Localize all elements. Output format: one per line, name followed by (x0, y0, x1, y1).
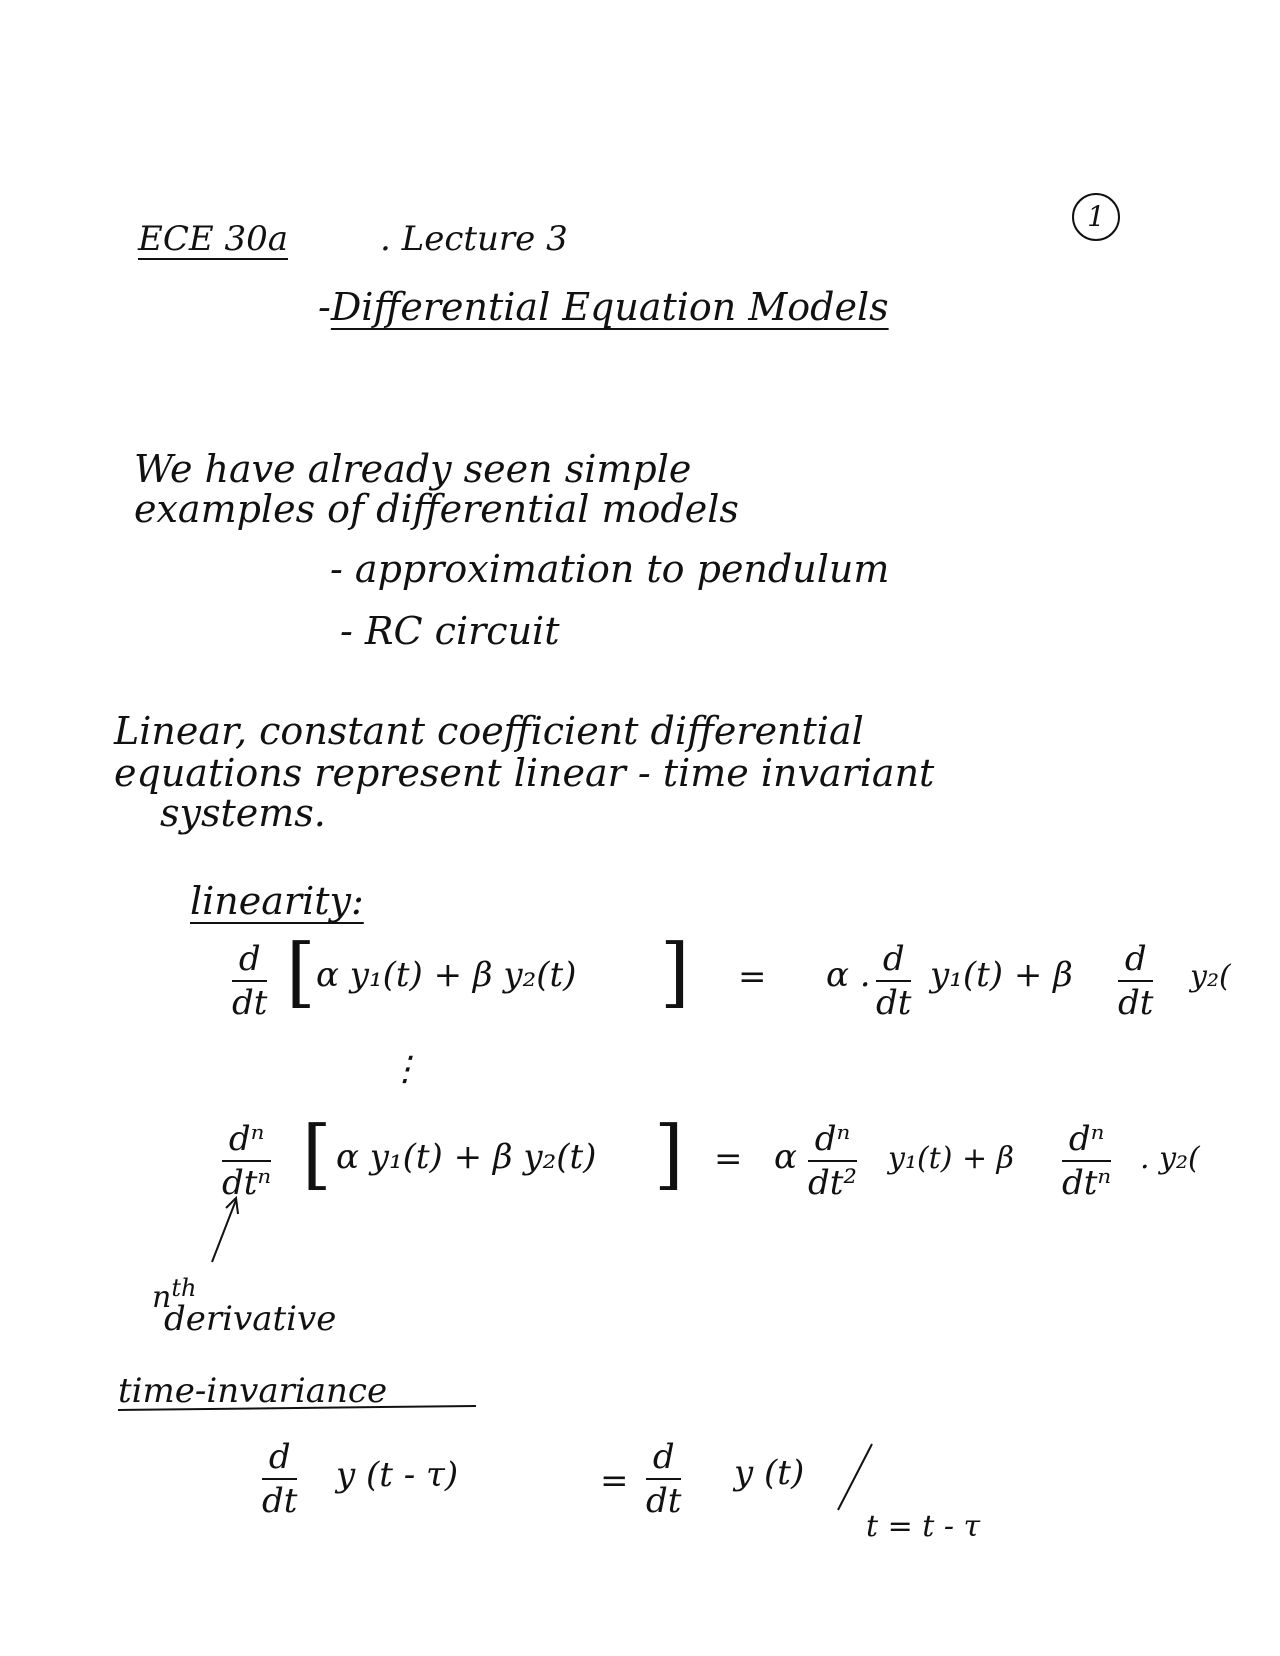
time-invariance-heading-text: time-invariance (118, 1371, 388, 1411)
eq2-rhs-dt2: dt² (808, 1163, 858, 1203)
nth-n: n (152, 1280, 172, 1315)
title-dash: - (318, 285, 331, 329)
intro-line-2: examples of differential models (134, 487, 739, 531)
eq2-inner-expression: α y₁(t) + β y₂(t) (336, 1137, 597, 1177)
eq1-dt: dt (232, 983, 268, 1023)
ti-rhs-dt: dt (646, 1481, 682, 1521)
eq2-right-bracket: ] (654, 1109, 684, 1198)
eq1-rhs-y1-beta: y₁(t) + β (930, 955, 1073, 995)
course-code-text: ECE 30a (138, 219, 288, 259)
lti-line-3: systems. (160, 791, 326, 835)
intro-item-rc-circuit: - RC circuit (340, 609, 560, 653)
eq2-rhs-dn2: dⁿ (1062, 1122, 1111, 1162)
ti-equals: = (600, 1461, 629, 1501)
eq1-rhs-dt1: dt (876, 983, 912, 1023)
intro-item-pendulum: - approximation to pendulum (330, 547, 890, 591)
eq2-equals: = (714, 1139, 743, 1179)
eq2-rhs-dn1: dⁿ (808, 1122, 857, 1162)
eq1-rhs-alpha: α . (826, 955, 871, 995)
eq2-rhs-dtn2: dtⁿ (1062, 1163, 1112, 1203)
evaluation-bar (838, 1444, 872, 1510)
intro-line-1: We have already seen simple (134, 447, 692, 491)
eq1-left-bracket: [ (286, 927, 316, 1016)
eq1-inner-expression: α y₁(t) + β y₂(t) (316, 955, 577, 995)
eq2-rhs-y1-beta: y₁(t) + β (888, 1141, 1014, 1176)
time-invariance-underline (118, 1406, 476, 1410)
eq1-rhs-y2: y₂( (1190, 959, 1231, 994)
derivative-label: derivative (164, 1299, 337, 1339)
vertical-ellipsis: ⋮ (388, 1049, 422, 1089)
nth-derivative-arrow (212, 1200, 236, 1262)
lti-line-2: equations represent linear - time invariant (114, 751, 935, 795)
eq2-left-bracket: [ (302, 1109, 332, 1198)
nth-superscript: th (171, 1274, 197, 1302)
eq1-right-bracket: ] (660, 927, 690, 1016)
linearity-heading-text: linearity: (190, 879, 364, 923)
eq1-equals: = (738, 957, 767, 997)
lti-line-1: Linear, constant coefficient differential (114, 709, 864, 753)
eq2-dtn: dtⁿ (222, 1163, 272, 1203)
title-text: Differential Equation Models (330, 285, 889, 329)
eq2-rhs-y2: . y₂( (1140, 1141, 1200, 1176)
eq2-rhs-alpha: α (774, 1137, 797, 1177)
ti-rhs-expression: y (t) (734, 1453, 805, 1493)
eq1-rhs-d1: d (876, 942, 911, 982)
ti-lhs-d: d (262, 1440, 297, 1480)
ti-lhs-dt: dt (262, 1481, 298, 1521)
eq1-rhs-dt2: dt (1118, 983, 1154, 1023)
eq1-rhs-d2: d (1118, 942, 1153, 982)
lecture-label: . Lecture 3 (380, 219, 568, 259)
eq1-d: d (232, 942, 267, 982)
eq2-dn: dⁿ (222, 1122, 271, 1162)
page-number: 1 (1087, 200, 1105, 233)
ti-rhs-d: d (646, 1440, 681, 1480)
ti-lhs-expression: y (t - τ) (336, 1455, 459, 1495)
ti-evaluation-point: t = t - τ (866, 1509, 981, 1544)
